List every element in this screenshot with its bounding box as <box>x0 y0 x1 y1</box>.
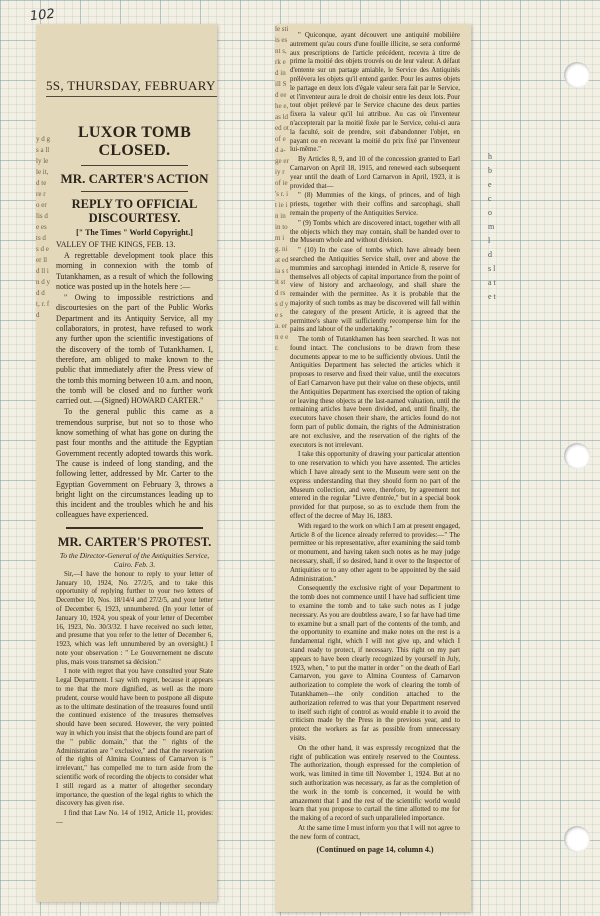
punch-hole <box>564 826 590 852</box>
paragraph: " Owing to impossible restrictions and discourtesies on the part of the Public Works Department and its Antiquity Service, all my collaborators, in protest, have refused to work any further upon the scientific investigations of the discovery of the tomb of Tutankhamen. I, therefore, am obliged to make known to the public that immediately after the Press view of the tomb this morning between 10 a.m. and noon, the tomb will be closed and no further work carried out. —(Signed) HOWARD CARTER." <box>56 293 213 406</box>
paragraph: At the same time I must inform you that I will not agree to the new form of contract, <box>290 824 460 841</box>
paragraph: Consequently the exclusive right of your Department to the tomb does not commence until I have had sufficient time to examine the tomb and to take such notes as I judge necessary. As you are doubtless aware, I so far have had time to examine but a small part of the contents of the tomb, and the opportunity to examine and make notes on the rest is a fundamental right, which I will not give up, and which I stand ready to protect, if necessary. This right on my part appears to have been clearly recognized by yourself in July, 1923, when, " to put the matter in order " on the death of Earl Carnarvon, you gave to Almina Countess of Carnarvon authorization to complete the work of clearing the tomb of Tutankhamen—the only condition attached to the authorization referred to was that your Department reserved to itself such right of control as would enable it to avoid the criticism made by the Press in the previous year, and to protect the workers as far as possible from unnecessary visits. <box>290 585 460 742</box>
paragraph: A regrettable development took place this morning in connexion with the tomb of Tutankhamen, as a result of which the following notice was posted up in the hotels here :— <box>56 251 213 291</box>
letter-address: To the Director-General of the Antiquities Service, Cairo. Feb. 3. <box>59 550 210 569</box>
paragraph: The tomb of Tutankhamen has been searched. It was not found intact. The conclusions to be drawn from these documents appear to me to be sufficiently obvious. Until the Antiquities Department has selected the articles which it proposes to reserve and fixed their value, until the executors of Earl Carnarvon have put their value on these objects, until the Antiquities Department has exercised the option of taking or leaving these objects at the last-named valuation, until the remaining articles have been divided, and, until finally, the executors have chosen their share, the articles found do not form part of public domain, the rights of the Administration are not exclusive, and the reservation of the rights of the executors is not irrelevant. <box>290 336 460 449</box>
page-number: 102 <box>29 6 56 25</box>
divider <box>81 165 188 166</box>
margin-fragments: le sti is es nt s, rk ed in ill Sd ee he e, as ld ed ot of ed a- ge er iy r of ie 's r. it ie in in in to m ig. ni at ed ia s t it st d rs s d y e s a. er n e e r. <box>275 25 289 352</box>
paragraph: " (8) Mummies of the kings, of princes, and of high priests, together with their coffins and sarcophagi, shall remain the property of the Antiquities Service. <box>290 192 460 217</box>
dateline: VALLEY OF THE KINGS, FEB. 13. <box>56 240 176 249</box>
paragraph: I take this opportunity of drawing your particular attention to one reservation to which you have assented. The articles which I have already sent to the Museum were sent on the express understanding that they should form no part of the Museum collection, and were, therefore, by agreement not entered in the regular "Livre d'entrée," but in a special book provided for that purpose, so as to exclude them from the effect of the decree of May 16, 1883. <box>290 451 460 521</box>
section-heading: MR. CARTER'S PROTEST. <box>57 534 212 549</box>
credit-line: [" The Times " World Copyright.] <box>76 228 193 237</box>
margin-fragments: h b e c o m l d s l a t e t <box>488 152 496 301</box>
right-clipping <box>275 24 471 912</box>
article-continuation <box>290 32 460 862</box>
subheadline: MR. CARTER'S ACTION <box>60 171 209 186</box>
article <box>56 124 213 829</box>
paragraph: I find that Law No. 14 of 1912, Article 11, provides:— <box>56 810 213 827</box>
paragraph: " (9) Tombs which are discovered intact, together with all the objects which they may contain, shall be handed over to the Museum whole and without division. <box>290 219 460 245</box>
divider <box>81 191 188 192</box>
continued-note: (Continued on page 14, column 4.) <box>316 844 434 854</box>
paragraph: On the other hand, it was expressly recognized that the right of publication was entirely reserved to the Countess. The authorization, though expressed for the completion of work, was limited in time till November 1, 1924. But at no such authorization was necessary, as far as the completion of the work in the tomb is concerned, it would be with amazement that I and the rest of the scientific world would learn that you propose to curtail the time allotted to me for the making of a record of such unparalleled importance. <box>290 744 460 823</box>
paragraph: Sir,—I have the honour to reply to your letter of January 10, 1924, No. 27/2/5, and to take this opportunity of replying further to your two letters of December 10, Nos. 18/14/4 and 27/2/5, and your letter of December 6, 1923, unnumbered. (In your letter of January 10, 1924, you speak of your letter of December 16, 1923, No. 30/3/32. I have received no such letter, and presume that you refer to the letter of December 6, 1923, which was left unnumbered by an oversight.) I note your observation : " Le Gouvernement ne discute plus, mais vous transmet sa décision." <box>56 570 213 666</box>
subheadline-2: REPLY TO OFFICIAL DISCOURTESY. <box>71 197 198 225</box>
paragraph: " (10) In the case of tombs which have already been searched the Antiquities Service shall, over and above the mummies and sarcophagi intended in Article 8, reserve for themselves all objects of capital importance from the point of view of history and archaeology, and shall share the remainder with the permittee. As it is probable that the majority of such tombs as may be discovered will fall within the category of the present Article, it is agreed that the permittee's share will sufficiently recompense him for the pains and labour of the undertaking." <box>290 247 460 334</box>
margin-fragments: y d gs a ll ly le le it, d te re r o er lis d e es ts d s d e er ll d ll in d y d d t, r. f d <box>36 135 50 319</box>
paragraph: With regard to the work on which I am at present engaged, Article 8 of the licence already referred to provides:—" The permittee or his representative, after examining the said tomb or monument, and having taken such notes as he may judge necessary, shall, if so desired, hand it over to the Inspector of Antiquities or to any other agent to be appointed by the said Administration." <box>290 522 460 583</box>
punch-hole <box>564 443 590 469</box>
paragraph: To the general public this came as a tremendous surprise, but not so to those who know something of what has gone on during the past four months and the attitude the Egyptian Government recently adopted towards this work. The cause is indeed of long standing, and the following letter, addressed by Mr. Carter to the Egyptian Government on February 3, throws a bright light on the circumstances leading up to this incident and the troubles which he and his colleagues have experienced. <box>56 407 213 520</box>
divider <box>66 527 203 529</box>
punch-hole <box>564 62 590 88</box>
paragraph: By Articles 8, 9, and 10 of the concession granted to Earl Carnarvon on April 18, 1915, and renewed each subsequent year until the death of Lord Carnarvon in April, 1923, it is provided that— <box>290 156 460 190</box>
headline: LUXOR TOMB CLOSED. <box>77 124 192 159</box>
left-clipping <box>36 24 217 902</box>
paragraph: I note with regret that you have consulted your State Legal Department. I say with regret, because it appears to me that the more dignified, as well as the more prudent, course would have been to postpone all dispute as to the ultimate destination of the treasures found until the continued existence of the treasures themselves should have been secured. However, the very pointed way in which you insist that the objects found are part of the " public domain," that the " rights of the Administration are " exclusive," and that the reservation of the rights of Almina Countess of Carnarvon is " irrelevant," has compelled me to turn aside from the scientific work of recording the objects to consider what I still regard as a matter of altogether secondary importance, the question of the legal rights to which the discovery has given rise. <box>56 668 213 808</box>
paragraph: " Quiconque, ayant découvert une antiquité mobilière autrement qu'au cours d'une fouille illicite, se sera conformé aux prescriptions de l'article précédent, recevra à titre de prime la moitié des objets trouvés ou de leur valeur. A défaut d'entente sur un partage amiable, le Service des Antiquités prélèvera les objets qu'il entend garder. Pour les autres objets le partage en deux lots d'égale valeur sera fait par le Service, et l'inventeur aura le droit de choisir entre les deux lots. Pour tout objet prélevé par le Service chacune des deux parties fixera la valeur qu'il lui attribue. Au cas où l'inventeur n'accepterait par la moitié fixée par le Service, celui-ci aura la faculté, soit de prendre, soit d'abandonner l'objet, en payant ou en recevant la moitié du prix fixé par l'inventeur lui-même." <box>290 32 460 154</box>
date-line: 5S, THURSDAY, FEBRUARY <box>46 78 217 97</box>
